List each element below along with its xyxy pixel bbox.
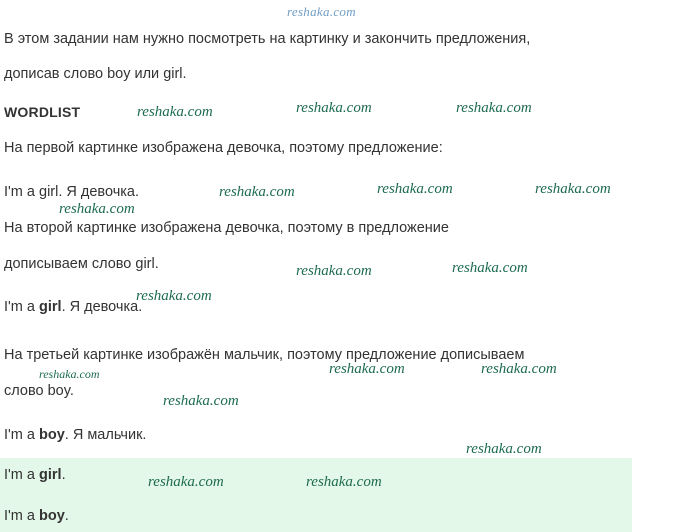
watermark-7: reshaka.com [59, 201, 135, 217]
answer-line-2 [4, 299, 142, 315]
watermark-4: reshaka.com [219, 184, 295, 200]
watermark-9: reshaka.com [452, 260, 528, 276]
answer-2-word: girl [39, 299, 62, 315]
answer-line-3 [4, 427, 146, 443]
paragraph-line-6: На третьей картинке изображён мальчик, поэтому предложение дописываем [4, 347, 525, 363]
watermark-6: reshaka.com [535, 181, 611, 197]
watermark-14: reshaka.com [163, 393, 239, 409]
watermark-17: reshaka.com [306, 474, 382, 490]
paragraph-line-3: На первой картинке изображена девочка, поэтому предложение: [4, 140, 443, 156]
highlight-1-suffix: . [61, 467, 66, 483]
highlight-2-prefix: I'm a [4, 508, 39, 524]
paragraph-line-5: дописываем слово girl. [4, 256, 159, 272]
wordlist-heading: WORDLIST [4, 104, 81, 120]
watermark-13: reshaka.com [39, 367, 100, 381]
watermark-15: reshaka.com [466, 441, 542, 457]
paragraph-line-7: слово boy. [4, 383, 74, 399]
answer-2-prefix: I'm a [4, 299, 39, 315]
answer-2-suffix: . Я девочка. [61, 299, 143, 315]
answer-3-word: boy [39, 427, 65, 443]
answer-1-prefix: I'm a [4, 184, 39, 200]
highlight-1-prefix: I'm a [4, 467, 39, 483]
highlight-line-2 [4, 508, 69, 524]
paragraph-line-1: В этом задании нам нужно посмотреть на картинку и закончить предложения, [4, 31, 531, 47]
answer-3-suffix: . Я мальчик. [64, 427, 147, 443]
paragraph-line-4: На второй картинке изображена девочка, поэтому в предложение [4, 220, 449, 236]
answer-1-suffix: . Я девочка. [58, 184, 140, 200]
highlight-2-word: boy [39, 508, 65, 524]
highlight-1-word: girl [39, 467, 62, 483]
watermark-top: reshaka.com [287, 4, 356, 19]
answer-3-prefix: I'm a [4, 427, 39, 443]
answer-line-1 [4, 184, 139, 200]
watermark-11: reshaka.com [329, 361, 405, 377]
watermark-8: reshaka.com [296, 263, 372, 279]
watermark-5: reshaka.com [377, 181, 453, 197]
watermark-3: reshaka.com [456, 100, 532, 116]
answer-1-word: girl [39, 184, 59, 200]
highlight-block [0, 458, 632, 532]
highlight-2-suffix: . [64, 508, 69, 524]
watermark-16: reshaka.com [148, 474, 224, 490]
watermark-2: reshaka.com [296, 100, 372, 116]
watermark-1: reshaka.com [137, 104, 213, 120]
paragraph-line-2: дописав слово boy или girl. [4, 66, 187, 82]
watermark-12: reshaka.com [481, 361, 557, 377]
highlight-line-1 [4, 467, 66, 483]
watermark-10: reshaka.com [136, 288, 212, 304]
